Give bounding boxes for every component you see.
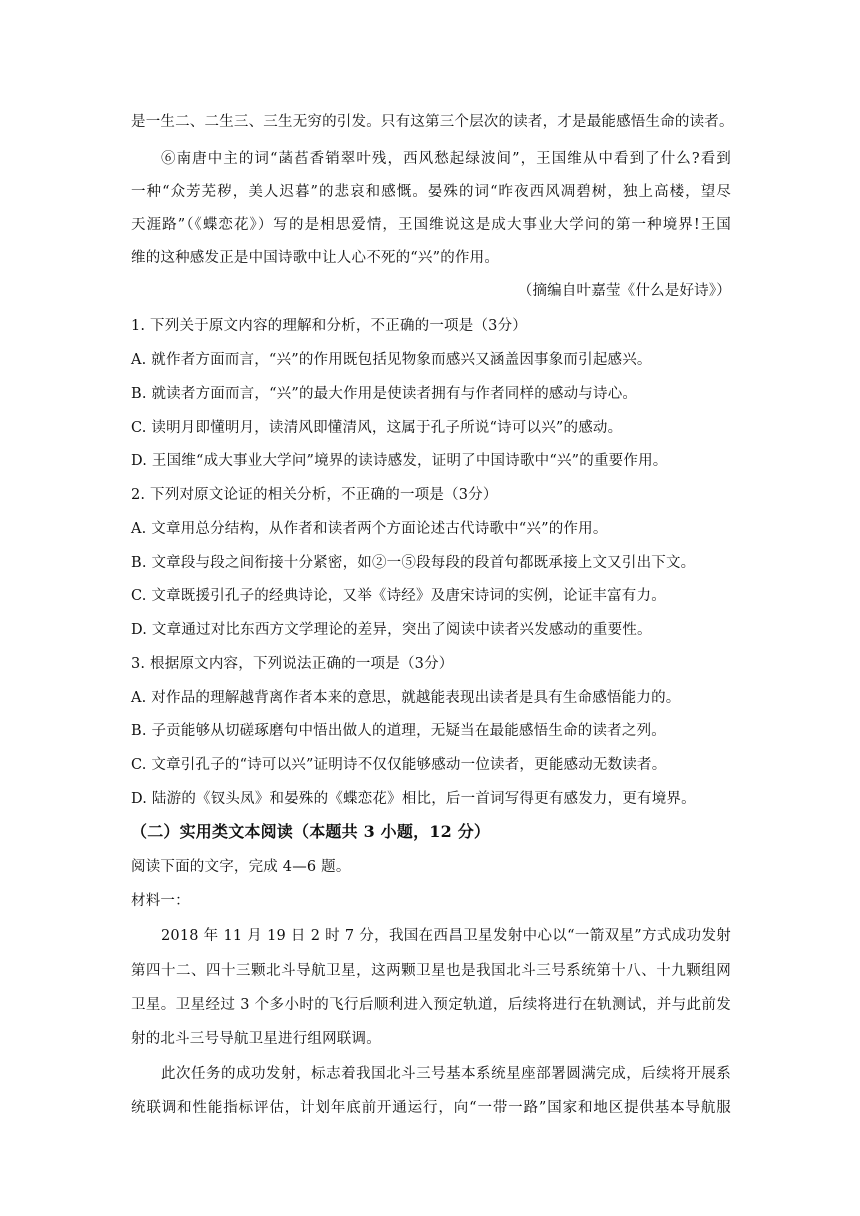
question-stem: 2. 下列对原文论证的相关分析，不正确的一项是（3分） xyxy=(131,487,498,503)
question-stem: 3. 根据原文内容，下列说法正确的一项是（3分） xyxy=(131,656,454,672)
section-heading: （二）实用类文本阅读（本题共 3 小题，12 分） xyxy=(131,822,491,841)
question-option: A. 就作者方面而言，“兴”的作用既包括见物象而感兴又涵盖因事象而引起感兴。 xyxy=(131,352,652,368)
passage-line: 维的这种感发正是中国诗歌中让人心不死的“兴”的作用。 xyxy=(131,250,500,266)
question-option: D. 陆游的《钗头凤》和晏殊的《蝶恋花》相比，后一首词写得更有感发力，更有境界。 xyxy=(131,791,696,807)
body-line: 此次任务的成功发射，标志着我国北斗三号基本系统星座部署圆满完成，后续将开展系 xyxy=(161,1066,731,1082)
question-option: C. 文章引孔子的“诗可以兴”证明诗不仅仅能够感动一位读者，更能感动无数读者。 xyxy=(131,757,667,773)
question-option: B. 子贡能够从切磋琢磨句中悟出做人的道理，无疑当在最能感悟生命的读者之列。 xyxy=(131,723,666,739)
question-option: B. 文章段与段之间衔接十分紧密，如②一⑤段每段的段首句都既承接上文又引出下文。 xyxy=(131,555,696,571)
question-option: C. 读明月即懂明月，读清风即懂清风，这属于孔子所说“诗可以兴”的感动。 xyxy=(131,420,623,436)
body-line: 卫星。卫星经过 3 个多小时的飞行后顺利进入预定轨道，后续将进行在轨测试，并与此前发 xyxy=(131,997,731,1013)
source-citation: （摘编自叶嘉莹《什么是好诗》） xyxy=(517,283,731,299)
instruction-text: 阅读下面的文字，完成 4—6 题。 xyxy=(131,859,351,875)
question-option: A. 对作品的理解越背离作者本来的意思，就越能表现出读者是具有生命感悟能力的。 xyxy=(131,690,681,706)
question-stem: 1. 下列关于原文内容的理解和分析，不正确的一项是（3分） xyxy=(131,318,527,334)
passage-line: 一种“众芳芜秽，美人迟暮”的悲哀和感慨。晏殊的词“昨夜西风凋碧树，独上高楼，望尽 xyxy=(131,184,731,200)
question-option: C. 文章既援引孔子的经典诗论，又举《诗经》及唐宋诗词的实例，论证丰富有力。 xyxy=(131,588,666,604)
body-line: 射的北斗三号导航卫星进行组网联调。 xyxy=(131,1031,381,1047)
question-option: D. 王国维“成大事业大学问”境界的读诗感发，证明了中国诗歌中“兴”的重要作用。 xyxy=(131,453,668,469)
passage-line: ⑥南唐中主的词“菡萏香销翠叶残，西风愁起绿波间”，王国维从中看到了什么?看到 xyxy=(161,151,731,167)
body-line: 2018 年 11 月 19 日 2 时 7 分，我国在西昌卫星发射中心以“一箭双星”方式成功发射 xyxy=(161,928,731,944)
question-option: B. 就读者方面而言，“兴”的最大作用是使读者拥有与作者同样的感动与诗心。 xyxy=(131,386,638,402)
body-line: 统联调和性能指标评估，计划年底前开通运行，向“一带一路”国家和地区提供基本导航服 xyxy=(131,1100,731,1116)
passage-line: 天涯路”（《蝶恋花》）写的是相思爱情，王国维说这是成大事业大学问的第一种境界!王国 xyxy=(131,217,731,233)
question-option: D. 文章通过对比东西方文学理论的差异，突出了阅读中读者兴发感动的重要性。 xyxy=(131,622,652,638)
material-label: 材料一： xyxy=(131,893,190,909)
passage-line: 是一生二、二生三、三生无穷的引发。只有这第三个层次的读者，才是最能感悟生命的读者。 xyxy=(131,114,734,130)
question-option: A. 文章用总分结构，从作者和读者两个方面论述古代诗歌中“兴”的作用。 xyxy=(131,521,608,537)
body-line: 第四十二、四十三颗北斗导航卫星，这两颗卫星也是我国北斗三号系统第十八、十九颗组网 xyxy=(131,963,731,979)
